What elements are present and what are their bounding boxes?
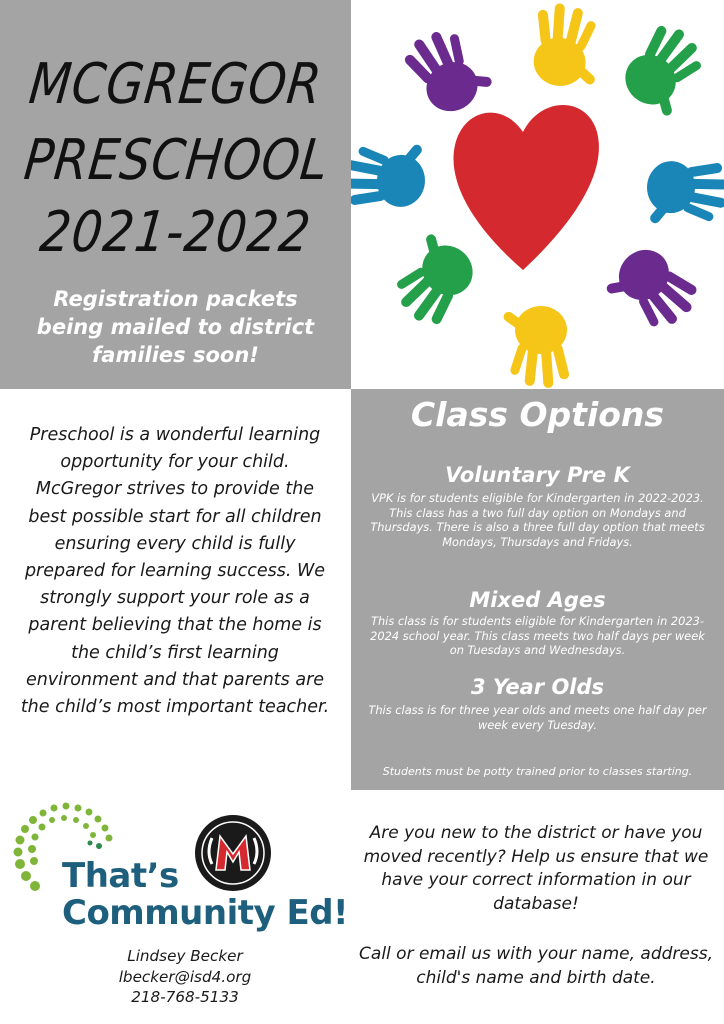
class-options-heading: Class Options xyxy=(410,395,665,434)
potty-trained-note: Students must be potty trained prior to classes starting. xyxy=(382,765,693,778)
option-title-mixed: Mixed Ages xyxy=(469,588,606,612)
title-panel xyxy=(0,0,351,389)
registration-note: Registration packets being mailed to district families soon! xyxy=(36,287,315,367)
title-line-3: 2021-2022 xyxy=(36,200,315,265)
option-title-vpk: Voluntary Pre K xyxy=(445,463,630,487)
logo-community-ed: Community Ed! xyxy=(62,893,349,933)
handprints-heart-illustration xyxy=(351,0,724,389)
contact-block xyxy=(70,946,300,1008)
option-title-3yr: 3 Year Olds xyxy=(470,675,605,699)
intro-paragraph: Preschool is a wonderful learning opportunity for your child. McGregor strives to provide the best possible start for all children ensuring every child is fully prepared for learning success. We strongly support your role as a parent believing that the home is the child’s first learning environment and that parents are the child’s most important teacher. xyxy=(20,425,330,718)
title-line-1: MCGREGOR xyxy=(26,52,325,117)
contact-email[interactable]: lbecker@isd4.org xyxy=(118,967,252,986)
contact-name: Lindsey Becker xyxy=(127,947,243,965)
option-desc-vpk: VPK is for students eligible for Kindergarten in 2022-2023. This class has a two full day option on Mondays and Thursdays. There is also a three full day option that meets Mondays, Thursdays and Fridays. xyxy=(370,491,705,549)
mcgregor-m-logo-icon xyxy=(194,814,272,892)
cta-paragraph-2: Call or email us with your name, address, child's name and birth date. xyxy=(359,944,713,988)
option-desc-3yr: This class is for three year olds and meets one half day per week every Tuesday. xyxy=(368,703,707,732)
logo-thats: That’s xyxy=(62,856,179,896)
title-line-2: PRESCHOOL xyxy=(21,128,332,193)
handprints-heart-icon xyxy=(351,0,724,389)
contact-phone[interactable]: 218-768-5133 xyxy=(131,988,239,1006)
option-desc-mixed: This class is for students eligible for Kindergarten in 2023-2024 school year. This class meets two half days per week on Tuesdays and Wednesdays. xyxy=(370,614,705,657)
cta-paragraph-1: Are you new to the district or have you moved recently? Help us ensure that we have your correct information in our database! xyxy=(363,823,709,914)
